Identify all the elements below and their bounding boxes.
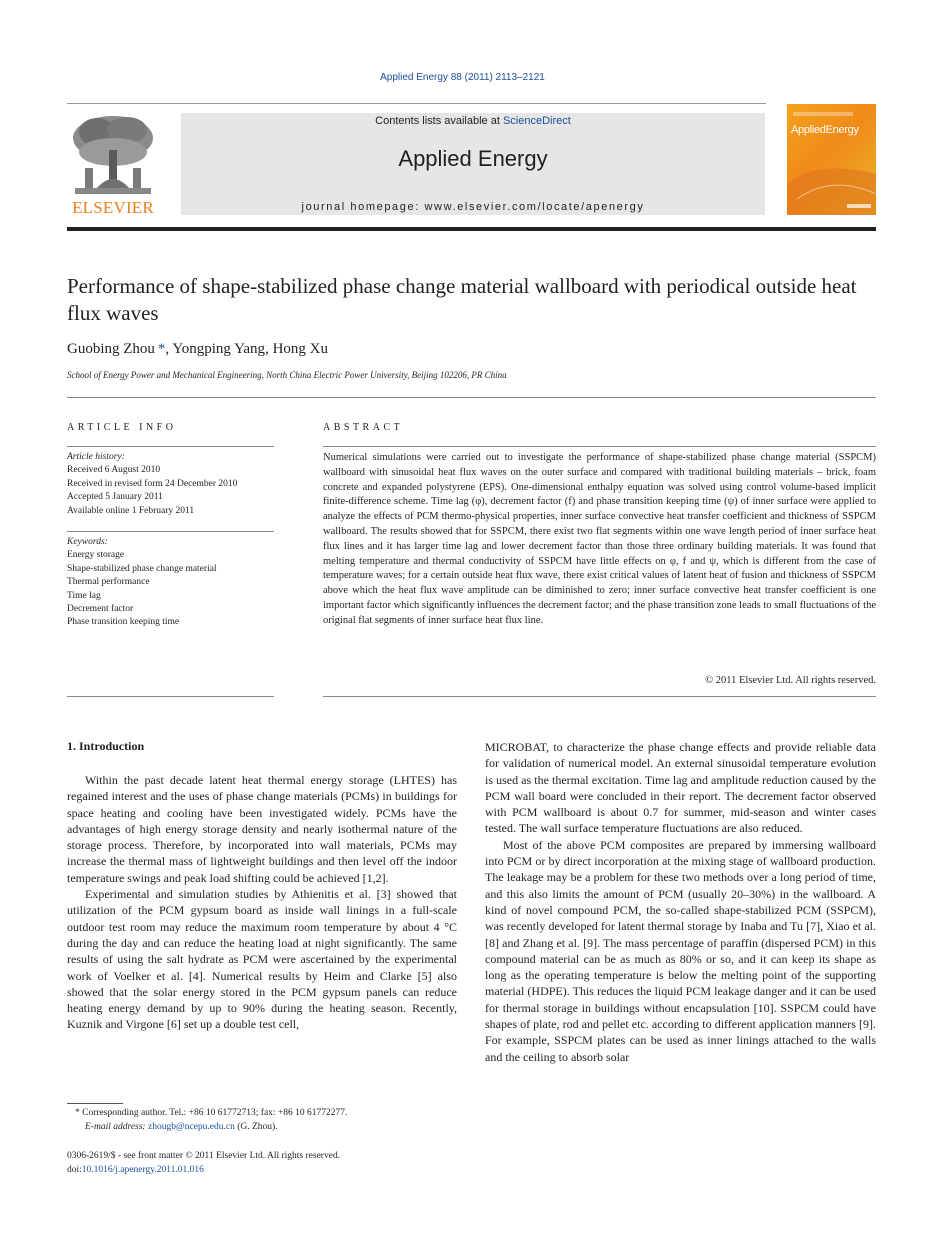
email-line (67, 1120, 467, 1134)
email-label: E-mail address: (85, 1122, 148, 1132)
keywords-rule (67, 531, 274, 532)
journal-reference[interactable]: Applied Energy 88 (2011) 2113–2121 (380, 72, 545, 83)
abstract-text: Numerical simulations were carried out to investigate the performance of shape-stabilized phase change material (SSPCM) wallboard with sinusoidal heat flux waves on the outer surface and compared with traditional building materials – brick, foam concrete and expanded polystyrene (EPS). One-dimensional enthalpy equation was solved using control volume-based implicit finite-difference scheme. Time lag (φ), decrement factor (f) and phase transition keeping time (ψ) of inner surface were applied to analyze the effects of PCM thermo-physical properties, inner surface convective heat transfer coefficient and thickness of SSPCM wallboard. The results showed that for SSPCM, there exist two flat segments within one wave length period of inner surface heat flux lines and it has larger time lag and lower decrement factor than those three ordinary building materials. It was found that melting temperature and thermal conductivity of SSPCM have little effects on φ, f and ψ, which is different from the case of temperature waves; for a certain outside heat flux wave, there exist critical values of latent heat of fusion and thickness of SSPCM above which the heat flux wave amplitude can be diminished to zero; inner surface convective heat transfer coefficient is one important factor which significantly influences the decrement factor; and the phase transition zone leads to small fluctuations of the original flat segments of inner surface heat flux line. (323, 452, 876, 626)
abstract-rule (323, 446, 876, 447)
journal-name: Applied Energy (398, 146, 548, 171)
article-info-heading: ARTICLE INFO (67, 422, 177, 433)
doi-label: doi: (67, 1165, 82, 1175)
history-item: Accepted 5 January 2011 (67, 492, 163, 503)
author-list (67, 341, 328, 358)
publication-info (67, 1149, 517, 1177)
issn-line: 0306-2619/$ - see front matter © 2011 Elsevier Ltd. All rights reserved. (67, 1151, 341, 1161)
abstract-bottom-rule (323, 696, 876, 697)
body-paragraph: MICROBAT, to characterize the phase change effects and provide reliable data for validation of numerical model. An external sinusoidal temperature evolution is used as the thermal excitation. Time lag and amplitude reduction caused by the PCM wall board were concluded in their report. The decrement factor observed with PCM wallboard is about 0.7 for summer, mid-season and winter cases tested. The wall surface temperature fluctuations are also reduced. (485, 740, 876, 836)
footnote (67, 1106, 467, 1134)
cover-title: AppliedEnergy (791, 124, 859, 136)
keyword-item: Shape-stabilized phase change material (67, 563, 217, 574)
article-title: Performance of shape-stabilized phase change material wallboard with periodical outside heat flux waves (67, 274, 857, 325)
keyword-item: Time lag (67, 590, 101, 601)
footnote-rule (67, 1103, 123, 1104)
corresponding-author-mark[interactable]: * (157, 341, 166, 357)
history-item: Received 6 August 2010 (67, 465, 161, 476)
elsevier-logo (67, 110, 159, 216)
article-info-bottom-rule (67, 696, 274, 697)
corresponding-author-note: * Corresponding author. Tel.: +86 10 61772713; fax: +86 10 61772277. (75, 1108, 348, 1118)
journal-homepage (181, 201, 765, 213)
body-paragraph: Within the past decade latent heat thermal energy storage (LHTES) has regained interest and the uses of phase change materials (PCMs) in buildings for space heating and cooling have been investigated widely. PCMs have the advantages of high energy storage density and nearly isothermal nature of the storage process. Therefore, by incorporated into wall materials, PCMs may increase the thermal mass of lightweight buildings and then level off the indoor temperature swings and peak load shifting could be achieved [1,2]. (67, 773, 457, 885)
keyword-item: Energy storage (67, 550, 125, 561)
journal-cover-thumbnail[interactable] (787, 104, 876, 215)
article-history (67, 451, 282, 518)
sciencedirect-link[interactable]: ScienceDirect (502, 115, 571, 127)
email-link[interactable]: zhougb@ncepu.edu.cn (147, 1122, 235, 1132)
keyword-item: Phase transition keeping time (67, 617, 180, 628)
title-divider (67, 397, 876, 398)
article-info-rule (67, 446, 274, 447)
body-paragraph: Experimental and simulation studies by Athienitis et al. [3] showed that utilization of the PCM gypsum board as inside wall linings in a full-scale outdoor test room may reduce the maximum room temperature by about 4 °C during the day and can reduce the heating load at night significantly. The same results of using the salt hydrate as PCM were ascertained by the experimental work of Voelker et al. [4]. Numerical results by Heim and Clarke [5] also showed that the solar energy stored in the PCM gypsum panels can reduce heating energy demand by up to 90% during the heating season. Recently, Kuznik and Virgone [6] set up a double test cell, (67, 887, 457, 1032)
keyword-item: Decrement factor (67, 604, 134, 615)
publisher-name: ELSEVIER (72, 198, 154, 217)
author-name: Yongping Yang (172, 341, 266, 357)
keyword-item: Thermal performance (67, 577, 150, 588)
abstract-copyright: © 2011 Elsevier Ltd. All rights reserved. (705, 675, 876, 686)
header-top-rule (67, 103, 766, 104)
homepage-url[interactable]: www.elsevier.com/locate/apenergy (424, 201, 645, 213)
author-name: Hong Xu (272, 341, 328, 357)
author-separator: , (265, 341, 273, 357)
doi-line (67, 1163, 517, 1177)
abstract-heading: ABSTRACT (323, 422, 404, 433)
author-separator: , (165, 341, 173, 357)
header-thick-rule (67, 227, 876, 231)
email-suffix: (G. Zhou). (234, 1122, 278, 1132)
section-heading-introduction: 1. Introduction (67, 739, 145, 753)
history-item: Available online 1 February 2011 (67, 505, 195, 516)
affiliation: School of Energy Power and Mechanical Engineering, North China Electric Power University, Beijing 102206, PR China (67, 370, 507, 380)
keywords-label: Keywords: (67, 537, 108, 547)
keywords (67, 536, 282, 630)
doi-link[interactable]: 10.1016/j.apenergy.2011.01.016 (81, 1165, 204, 1175)
cover-art-icon (787, 104, 876, 215)
author-name: Guobing Zhou (67, 341, 155, 357)
body-paragraph: Most of the above PCM composites are prepared by immersing wallboard into PCM or by direct incorporation at the mixing stage of wallboard production. The leakage may be a problem for these two methods over a long period of time, and this also limits the amount of PCM (usually 20–30%) in the wallboard. A kind of novel compound PCM, the so-called shape-stabilized PCM (SSPCM), was recently developed for latent thermal storage by Inaba and Tu [7], Xiao et al. [8] and Zhang et al. [9]. The mass percentage of paraffin (dispersed PCM) in this compound material can be as much as 80% or so, and it can keep its shape as long as the operating temperature is below the melting point of the supporting material (HDPE). This reduces the liquid PCM leakage danger and it can be used for thermal storage in buildings without encapsulation [10]. SSPCM could have shapes of plate, rod and pellet etc. according to different application manners [9]. For example, SSPCM plates can be used as inner linings attached to the walls and the ceiling to absorb solar (485, 837, 876, 1064)
history-label: Article history: (67, 452, 125, 462)
homepage-prefix: journal homepage: (301, 201, 425, 213)
contents-prefix: Contents lists available at (375, 115, 503, 127)
body-left-column (67, 772, 457, 1033)
body-right-column (485, 739, 876, 1065)
contents-line (181, 115, 765, 127)
history-item: Received in revised form 24 December 2010 (67, 478, 238, 489)
